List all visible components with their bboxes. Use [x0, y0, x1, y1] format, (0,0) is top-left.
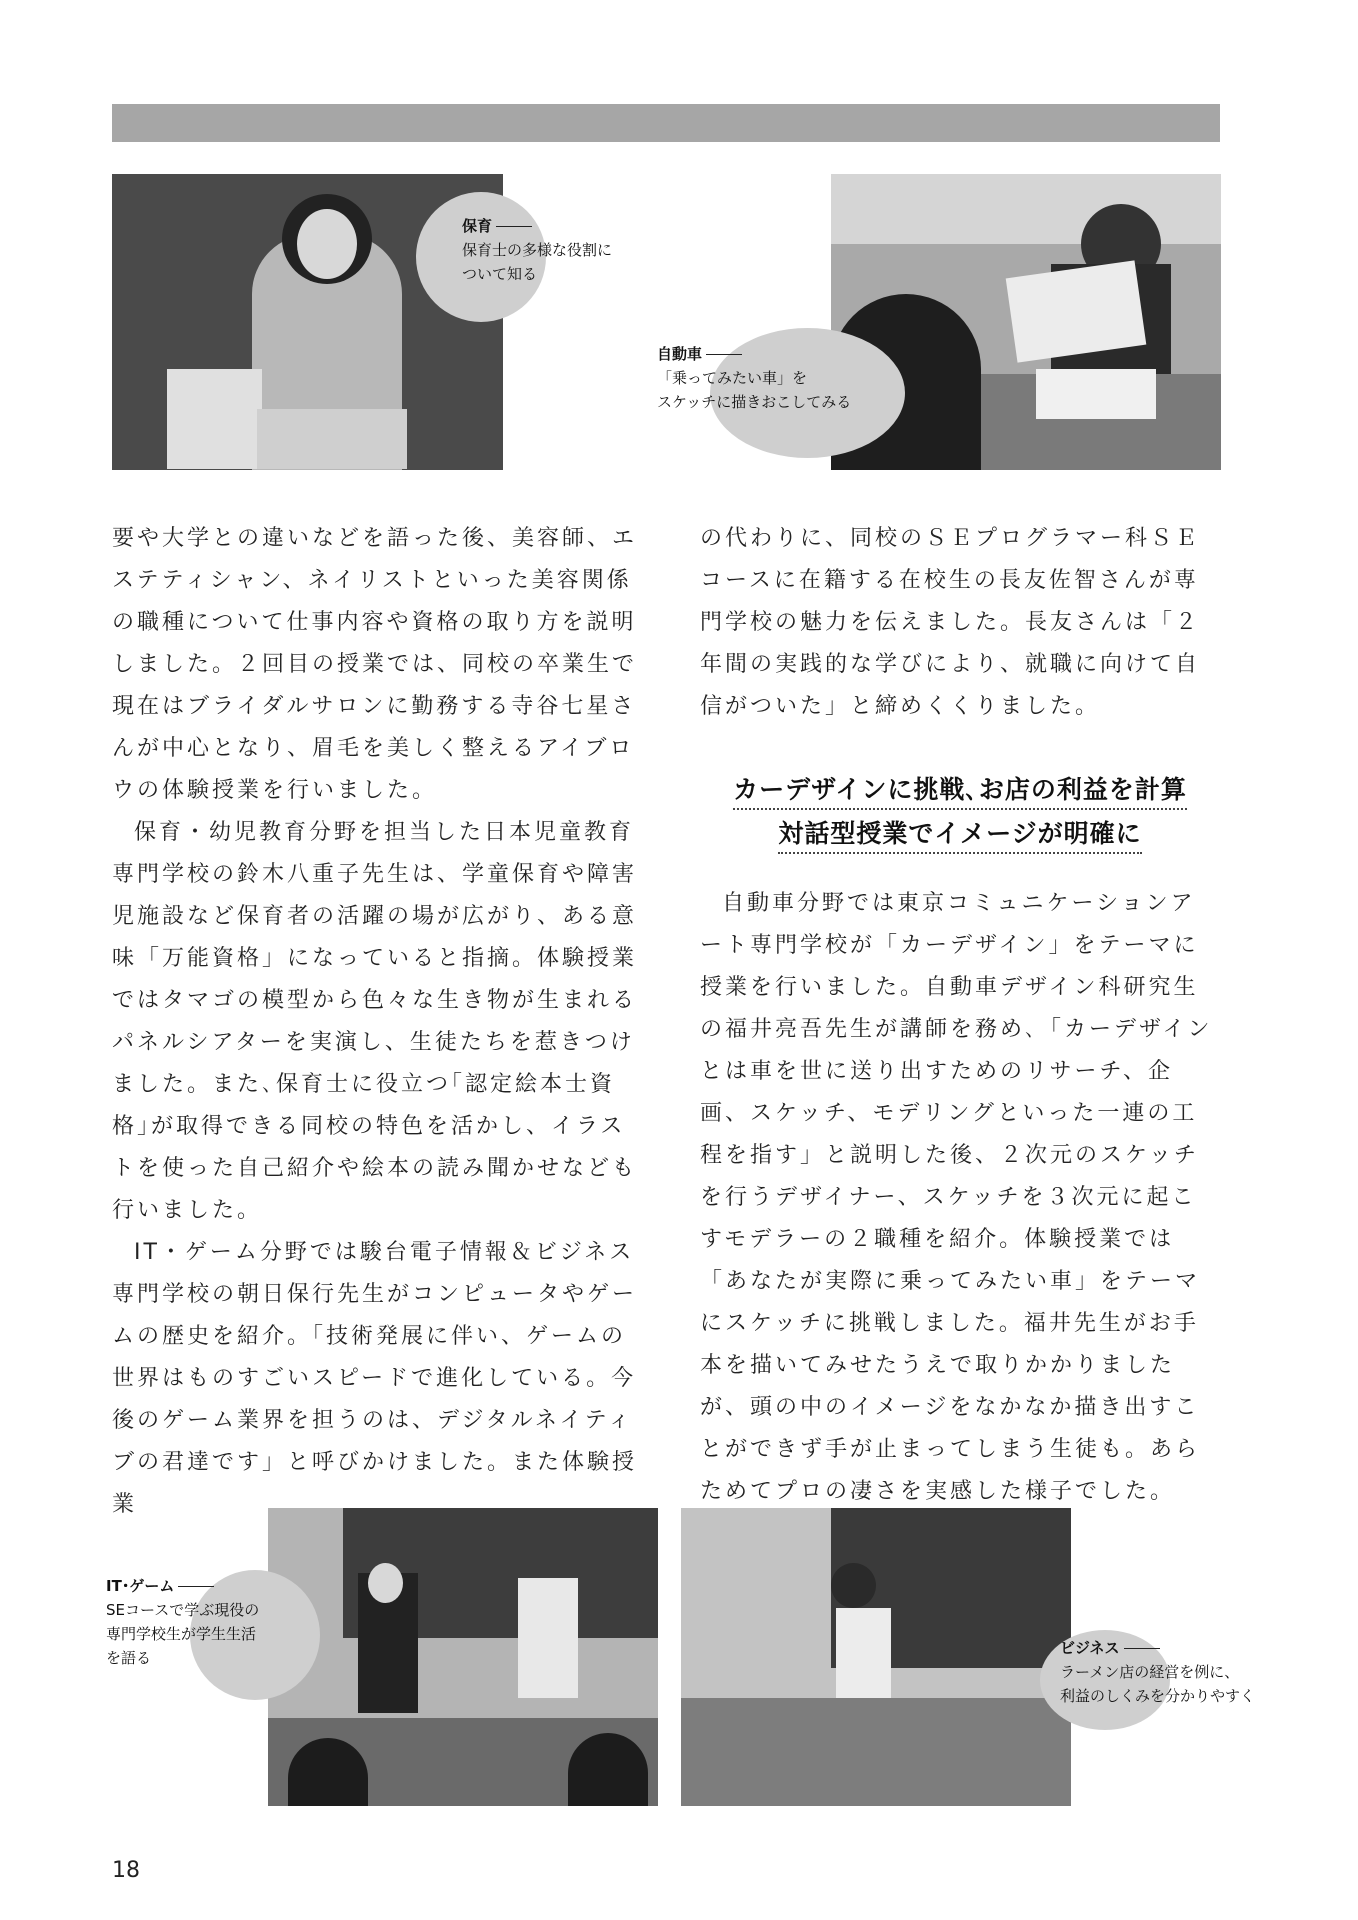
- header-bar: [112, 104, 1220, 142]
- photo-it-game: [268, 1508, 658, 1806]
- paragraph: 要や大学との違いなどを語った後、美容師、エステティシャン、ネイリストといった美容関係の職種について仕事内容や資格の取り方を説明しました。２回目の授業では、同校の卒業生で現在はブライダルサロンに勤務する寺谷七星さんが中心となり、眉毛を美しく整えるアイブロウの体験授業を行いました。: [112, 526, 638, 803]
- section-headline-line1: カーデザインに挑戦､お店の利益を計算: [700, 770, 1220, 806]
- article-right-column-top: [700, 518, 1220, 728]
- article-right-column-bottom: [700, 883, 1220, 1513]
- article-left-column: [112, 518, 644, 1526]
- paragraph: の代わりに、同校のＳＥプログラマー科ＳＥコースに在籍する在校生の長友佐智さんが専門学校の魅力を伝えました。長友さんは「２年間の実践的な学びにより、就職に向けて自信がついた」と締めくくりました。: [700, 526, 1201, 719]
- caption-hoiku: 保育 保育士の多様な役割に ついて知る: [462, 217, 613, 283]
- caption-it-game: IT･ゲーム SEコースで学ぶ現役の 専門学校生が学生生活 を語る: [106, 1577, 260, 1667]
- caption-jidosha: 自動車 「乗ってみたい車」を スケッチに描きおこしてみる: [657, 345, 852, 411]
- paragraph: 保育・幼児教育分野を担当した日本児童教育専門学校の鈴木八重子先生は、学童保育や障害児施設など保育者の活躍の場が広がり、ある意味「万能資格」になっていると指摘。体験授業ではタマゴの模型から色々な生き物が生まれるパネルシアターを実演し、生徒たちを惹きつけました。また､保育士に役立つ｢認定絵本士資格｣が取得できる同校の特色を活かし、イラストを使った自己紹介や絵本の読み聞かせなども行いました。: [112, 820, 638, 1223]
- paragraph: 自動車分野では東京コミュニケーションアート専門学校が「カーデザイン」をテーマに授業を行いました。自動車デザイン科研究生の福井亮吾先生が講師を務め､「カーデザインとは車を世に送り出すためのリサーチ、企画、スケッチ、モデリングといった一連の工程を指す」と説明した後、２次元のスケッチを行うデザイナー、スケッチを３次元に起こすモデラーの２職種を紹介。体験授業では「あなたが実際に乗ってみたい車」をテーマにスケッチに挑戦しました。福井先生がお手本を描いてみせたうえで取りかかりましたが、頭の中のイメージをなかなか描き出すことができず手が止まってしまう生徒も。あらためてプロの凄さを実感した様子でした。: [700, 891, 1213, 1504]
- paragraph: IT・ゲーム分野では駿台電子情報＆ビジネス専門学校の朝日保行先生がコンピュータやゲームの歴史を紹介。｢技術発展に伴い、ゲームの世界はものすごいスピードで進化している。今後のゲーム業界を担うのは、デジタルネイティブの君達です」と呼びかけました。また体験授業: [112, 1240, 638, 1517]
- section-headline-line2: 対話型授業でイメージが明確に: [700, 814, 1220, 850]
- caption-business: ビジネス ラーメン店の経営を例に、 利益のしくみを分かりやすく: [1060, 1639, 1256, 1705]
- page-number: 18: [112, 1858, 140, 1883]
- photo-business: [681, 1508, 1071, 1806]
